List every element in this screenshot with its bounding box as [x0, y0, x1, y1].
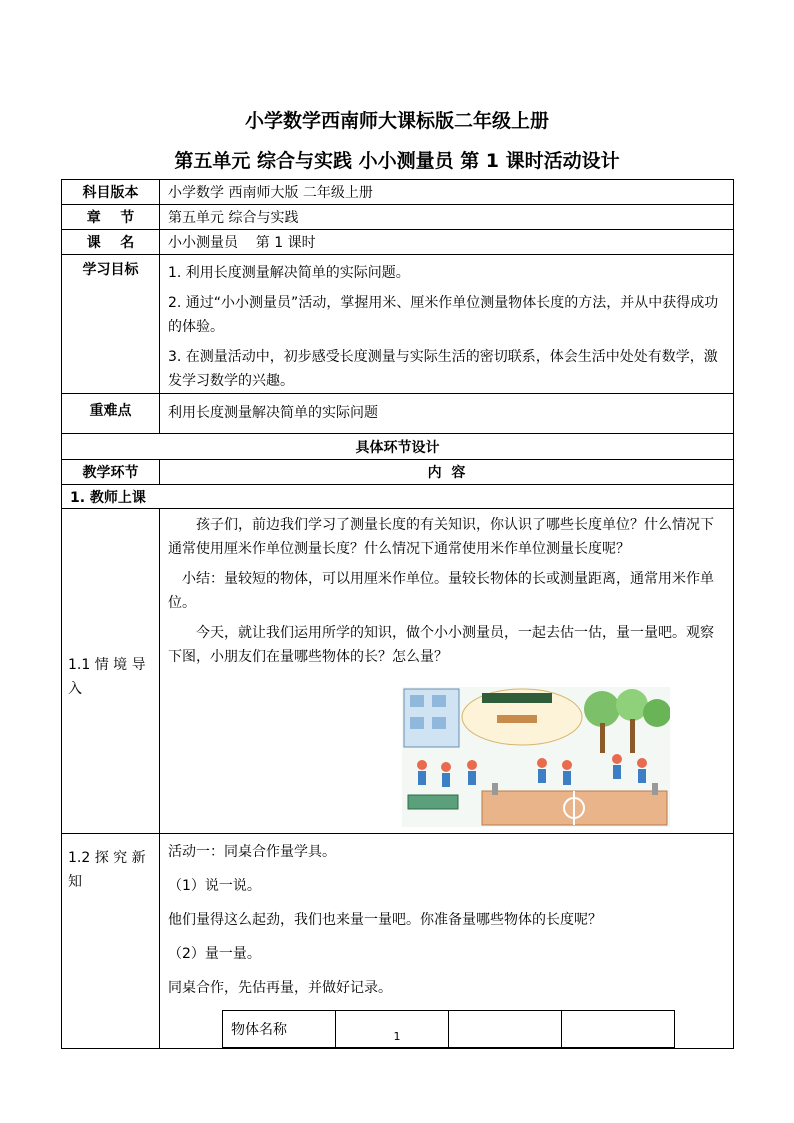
lesson-label: 课 名	[62, 230, 160, 255]
goal-item: 2. 通过“小小测量员”活动，掌握用米、厘米作单位测量物体长度的方法，并从中获得成功的体验。	[168, 295, 719, 335]
key-points-value: 利用长度测量解决简单的实际问题	[160, 394, 734, 434]
content-column-header: 内 容	[160, 460, 734, 485]
activity-line: （2）量一量。	[168, 946, 261, 962]
subject-label: 科目版本	[62, 180, 160, 205]
goals-label: 学习目标	[62, 255, 160, 394]
paragraph: 孩子们，前边我们学习了测量长度的有关知识，你认识了哪些长度单位？什么情况下通常使用厘米作单位测量长度？什么情况下通常使用米作单位测量长度呢？	[168, 517, 714, 557]
paragraph: 小结：量较短的物体，可以用厘米作单位。量较长物体的长或测量距离，通常用米作单位。	[168, 571, 714, 611]
chapter-label: 章 节	[62, 205, 160, 230]
chapter-value: 第五单元 综合与实践	[160, 205, 734, 230]
section-1-1-label: 1.1 情 境 导入	[68, 657, 146, 697]
stage-column-header: 教学环节	[62, 460, 160, 485]
design-header: 具体环节设计	[62, 434, 734, 460]
lesson-value: 小小测量员 第 1 课时	[160, 230, 734, 255]
section-1-1-content	[160, 509, 734, 834]
section-1-2-cell	[62, 834, 160, 1049]
paragraph: 今天，就让我们运用所学的知识，做个小小测量员，一起去估一估，量一量吧。观察下图，小朋友们在量哪些物体的长？怎么量？	[168, 625, 714, 665]
section-teacher-class: 1. 教师上课	[62, 485, 734, 509]
activity-line: 同桌合作，先估再量，并做好记录。	[168, 980, 392, 996]
record-header-object-name: 物体名称	[223, 1011, 336, 1048]
key-points-label: 重难点	[62, 394, 160, 434]
activity-line: （1）说一说。	[168, 878, 261, 894]
activity-line: 活动一：同桌合作量学具。	[168, 844, 336, 860]
lesson-plan-table	[61, 179, 734, 1049]
section-1-2-content	[160, 834, 734, 1049]
activity-line: 他们量得这么起劲，我们也来量一量吧。你准备量哪些物体的长度呢？	[168, 912, 602, 928]
subject-value: 小学数学 西南师大版 二年级上册	[160, 180, 734, 205]
document-subtitle: 第五单元 综合与实践 小小测量员 第 1 课时活动设计	[174, 150, 620, 172]
illustration-playground-image	[402, 687, 670, 827]
document-title: 小学数学西南师大课标版二年级上册	[244, 110, 549, 132]
page-number: 1	[393, 1030, 401, 1043]
goal-item: 3. 在测量活动中，初步感受长度测量与实际生活的密切联系，体会生活中处处有数学，激发学习数学的兴趣。	[168, 349, 718, 389]
goals-list	[160, 255, 734, 394]
section-1-1-cell	[62, 509, 160, 834]
section-1-2-label: 1.2 探 究 新知	[68, 850, 146, 890]
goal-item: 1. 利用长度测量解决简单的实际问题。	[168, 265, 410, 281]
